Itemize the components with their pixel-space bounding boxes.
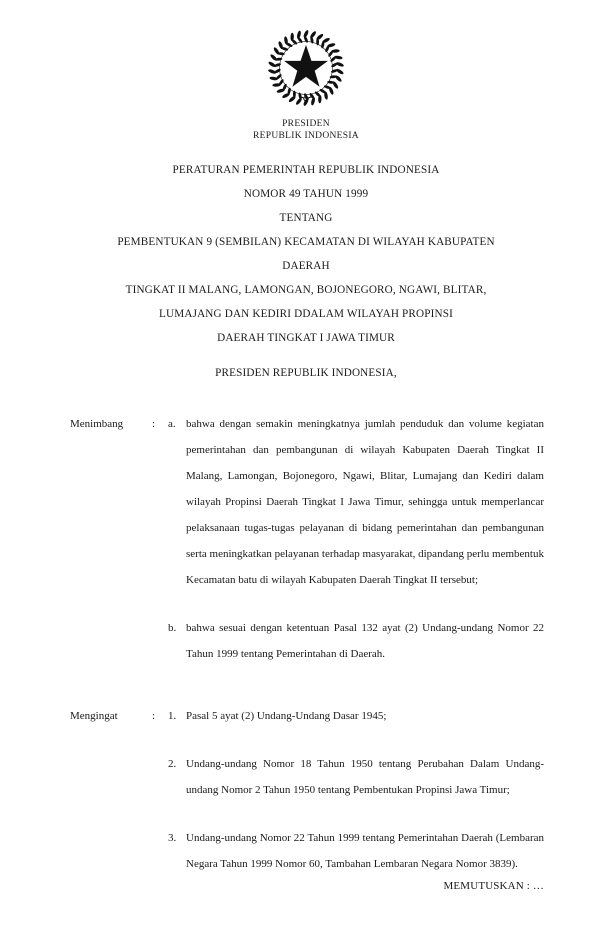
title-line-1: PERATURAN PEMERINTAH REPUBLIK INDONESIA <box>172 164 440 176</box>
emblem-caption <box>0 119 612 142</box>
menimbang-item-a-marker: a. <box>168 418 176 430</box>
mengingat-item-3 <box>168 825 544 877</box>
menimbang-row <box>70 411 544 667</box>
mengingat-item-1-marker: 1. <box>168 710 177 722</box>
emblem-caption-line-2: REPUBLIK INDONESIA <box>253 130 359 141</box>
mengingat-row <box>70 703 544 877</box>
mengingat-items <box>168 703 544 877</box>
menimbang-items <box>168 411 544 667</box>
presidential-star-wreath-icon <box>264 26 348 110</box>
title-line-7: LUMAJANG DAN KEDIRI DDALAM WILAYAH PROPINSI <box>159 308 453 320</box>
menimbang-item-b <box>168 615 544 667</box>
mengingat-section <box>70 703 544 877</box>
mengingat-colon: : <box>152 710 156 722</box>
mengingat-item-1-text: Pasal 5 ayat (2) Undang-Undang Dasar 1945; <box>186 710 387 722</box>
menimbang-label: Menimbang <box>70 418 124 430</box>
title-line-8: DAERAH TINGKAT I JAWA TIMUR <box>217 332 395 344</box>
menimbang-item-b-text: bahwa sesuai dengan ketentuan Pasal 132 ayat (2) Undang-undang Nomor 22 Tahun 1999 tentang Pemerintahan di Daerah. <box>186 622 544 660</box>
menimbang-item-a-text: bahwa dengan semakin meningkatnya jumlah penduduk dan volume kegiatan pemerintahan dan pembangunan di wilayah Kabupaten Daerah Tingkat II Malang, Lamongan, Bojonegoro, Ngawi, Blitar, Lumajang dan Kediri dalam wilayah Propinsi Daerah Tingkat I Jawa Timur, sehingga untuk memperlancar pelaksanaan tugas-tugas pelayanan di bidang pemerintahan dan pembangunan serta meningkatkan pelayanan terhadap masyarakat, dipandang perlu membentuk Kecamatan batu di wilayah Kabupaten Daerah Tingkat II tersebut; <box>186 418 544 586</box>
title-line-6: TINGKAT II MALANG, LAMONGAN, BOJONEGORO, NGAWI, BLITAR, <box>125 284 487 296</box>
presiden-heading: PRESIDEN REPUBLIK INDONESIA, <box>215 367 397 379</box>
memutuskan-footer: MEMUTUSKAN : … <box>443 880 544 892</box>
mengingat-item-3-marker: 3. <box>168 832 177 844</box>
title-line-5: DAERAH <box>282 260 330 272</box>
menimbang-item-a <box>168 411 544 593</box>
mengingat-item-2-marker: 2. <box>168 758 177 770</box>
mengingat-item-3-text: Undang-undang Nomor 22 Tahun 1999 tentang Pemerintahan Daerah (Lembaran Negara Tahun 1999 Nomor 60, Tambahan Lembaran Negara Nomor 3839). <box>186 832 544 870</box>
mengingat-item-2-text: Undang-undang Nomor 18 Tahun 1950 tentang Perubahan Dalam Undang-undang Nomor 2 Tahun 1950 tentang Pembentukan Propinsi Jawa Timur; <box>186 758 544 796</box>
emblem-block <box>0 26 612 142</box>
menimbang-colon: : <box>152 418 156 430</box>
document-title-block <box>56 158 556 350</box>
mengingat-label: Mengingat <box>70 710 118 722</box>
emblem-caption-line-1: PRESIDEN <box>282 119 330 129</box>
mengingat-item-2 <box>168 751 544 803</box>
title-line-4: PEMBENTUKAN 9 (SEMBILAN) KECAMATAN DI WILAYAH KABUPATEN <box>117 236 495 248</box>
title-line-3: TENTANG <box>279 212 333 224</box>
mengingat-item-1 <box>168 703 544 729</box>
menimbang-section <box>70 411 544 667</box>
title-line-2: NOMOR 49 TAHUN 1999 <box>243 188 369 200</box>
menimbang-item-b-marker: b. <box>168 622 177 634</box>
